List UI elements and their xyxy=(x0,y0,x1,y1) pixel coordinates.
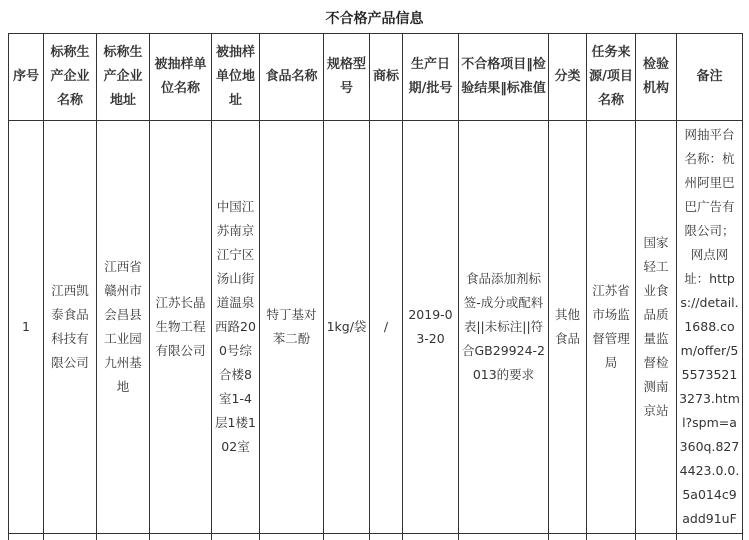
table-row xyxy=(9,121,743,534)
page-title: 不合格产品信息 xyxy=(325,10,424,27)
header-food-name: 食品名称 xyxy=(260,34,324,121)
cell-empty xyxy=(677,534,743,540)
cell-task-source: 江苏省市场监督管理局 xyxy=(587,121,636,534)
cell-specification: 1kg/袋 xyxy=(324,121,370,534)
cell-serial-number: 1 xyxy=(9,121,44,534)
cell-empty xyxy=(9,534,44,540)
table-header-row xyxy=(9,34,743,121)
header-sampled-unit-address: 被抽样单位地址 xyxy=(212,34,260,121)
cell-trademark: / xyxy=(370,121,403,534)
cell-sampled-unit-name: 江苏长晶生物工程有限公司 xyxy=(150,121,212,534)
header-failed-item-result-standard: 不合格项目‖检验结果‖标准值 xyxy=(459,34,549,121)
header-inspection-agency: 检验机构 xyxy=(636,34,677,121)
cell-empty xyxy=(636,534,677,540)
cell-manufacturer-name: 江西凯泰食品科技有限公司 xyxy=(44,121,97,534)
header-task-source: 任务来源/项目名称 xyxy=(587,34,636,121)
cell-production-date: 2019-03-20 xyxy=(403,121,459,534)
cell-empty xyxy=(97,534,150,540)
cell-remarks: 网抽平台名称：杭州阿里巴巴广告有限公司；网点网址：https://detail.1688.com/offer/555735213273.html?spm=a360q.8274423.0.0.5a014c9add91uF xyxy=(677,121,743,534)
cell-empty xyxy=(403,534,459,540)
cell-empty xyxy=(459,534,549,540)
header-serial-number: 序号 xyxy=(9,34,44,121)
cell-empty xyxy=(324,534,370,540)
cell-manufacturer-address: 江西省赣州市会昌县工业园九州基地 xyxy=(97,121,150,534)
cell-food-name: 特丁基对苯二酚 xyxy=(260,121,324,534)
header-specification: 规格型号 xyxy=(324,34,370,121)
cell-empty xyxy=(260,534,324,540)
cell-inspection-agency: 国家轻工业食品质量监督检测南京站 xyxy=(636,121,677,534)
cell-empty xyxy=(212,534,260,540)
header-manufacturer-address: 标称生产企业地址 xyxy=(97,34,150,121)
header-production-date: 生产日期/批号 xyxy=(403,34,459,121)
cell-empty xyxy=(150,534,212,540)
cell-empty xyxy=(587,534,636,540)
header-trademark: 商标 xyxy=(370,34,403,121)
cell-sampled-unit-address: 中国江苏南京江宁区汤山街道温泉西路200号综合楼8室1-4层1楼102室 xyxy=(212,121,260,534)
table-row-partial xyxy=(9,534,743,540)
cell-failed-item-result-standard: 食品添加剂标签-成分或配料表||未标注||符合GB29924-2013的要求 xyxy=(459,121,549,534)
cell-category: 其他食品 xyxy=(549,121,587,534)
cell-empty xyxy=(370,534,403,540)
unqualified-products-table xyxy=(8,33,743,540)
header-remarks: 备注 xyxy=(677,34,743,121)
header-category: 分类 xyxy=(549,34,587,121)
header-manufacturer-name: 标称生产企业名称 xyxy=(44,34,97,121)
cell-empty xyxy=(44,534,97,540)
cell-empty xyxy=(549,534,587,540)
header-sampled-unit-name: 被抽样单位名称 xyxy=(150,34,212,121)
